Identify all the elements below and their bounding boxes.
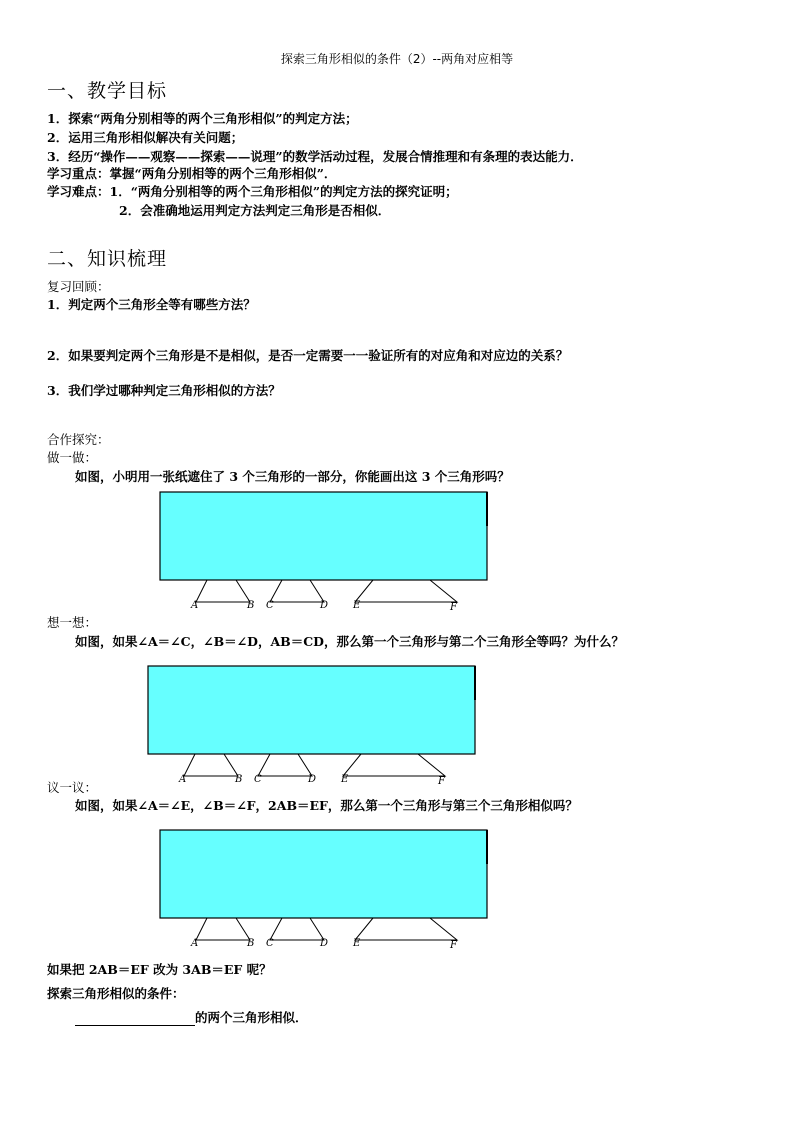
figure-1 [158,490,498,615]
triangle-3-partial [355,918,457,940]
point-label-f: F [450,602,457,613]
triangle-3-partial [355,580,457,602]
review-question-3: 3．我们学过哪种判定三角形相似的方法？ [47,383,281,398]
section-heading-knowledge: 二、知识梳理 [47,248,168,270]
objective-item-2: 2．运用三角形相似解决有关问题； [47,130,244,145]
triangle-2-partial [270,918,324,940]
triangle-3-partial [343,754,445,776]
point-label-b: B [235,774,243,785]
point-label-e: E [353,600,361,611]
conclusion-text: 的两个三角形相似． [195,1010,308,1025]
point-label-d: D [308,774,317,785]
objective-item-3: 3．经历“操作——观察——探索——说理”的数学活动过程，发展合情推理和有条理的表达能力． [47,149,583,164]
figure-2 [146,664,486,789]
cover-paper-rect [160,830,487,918]
review-title: 复习回顾： [47,279,110,294]
point-label-c: C [266,938,274,949]
point-label-f: F [438,776,445,787]
point-label-f: F [450,940,457,951]
point-label-e: E [353,938,361,949]
point-label-c: C [266,600,274,611]
think-text: 如图，如果∠A＝∠C，∠B＝∠D，AB＝CD，那么第一个三角形与第二个三角形全等吗？为什么？ [75,634,625,649]
review-question-2: 2．如果要判定两个三角形是不是相似，是否一定需要一一验证所有的对应角和对应边的关系？ [47,348,569,363]
document-title: 探索三角形相似的条件（2）--两角对应相等 [280,52,514,66]
triangle-2-partial [270,580,324,602]
do-text: 如图，小明用一张纸遮住了 3 个三角形的一部分，你能画出这 3 个三角形吗？ [75,469,510,484]
point-label-b: B [247,938,255,949]
cooperation-title: 合作探究： [47,432,110,447]
point-label-b: B [247,600,255,611]
fill-in-blank[interactable] [75,1013,195,1026]
figure-3 [158,828,498,953]
triangle-1-partial [196,580,250,602]
key-point: 学习重点：掌握“两角分别相等的两个三角形相似”． [47,166,337,181]
do-title: 做一做： [47,450,98,465]
cover-paper-rect [148,666,475,754]
point-label-a: A [191,600,199,611]
point-label-c: C [254,774,262,785]
point-label-d: D [320,938,329,949]
point-label-a: A [179,774,187,785]
point-label-e: E [341,774,349,785]
point-label-d: D [320,600,329,611]
discuss-text: 如图，如果∠A＝∠E，∠B＝∠F，2AB＝EF，那么第一个三角形与第三个三角形相似吗？ [75,798,578,813]
review-question-1: 1．判定两个三角形全等有哪些方法？ [47,297,256,312]
triangle-1-partial [184,754,238,776]
change-question: 如果把 2AB＝EF 改为 3AB＝EF 呢？ [47,962,272,977]
point-label-a: A [191,938,199,949]
objective-item-1: 1．探索“两角分别相等的两个三角形相似”的判定方法； [47,111,358,126]
cover-paper-rect [160,492,487,580]
discuss-title: 议一议： [47,780,98,795]
difficulty-1: 学习难点：1．“两角分别相等的两个三角形相似”的判定方法的探究证明； [47,184,458,199]
explore-title: 探索三角形相似的条件： [47,986,185,1001]
difficulty-2: 2．会准确地运用判定方法判定三角形是否相似． [119,203,391,218]
triangle-2-partial [258,754,312,776]
think-title: 想一想： [47,615,98,630]
section-heading-objectives: 一、教学目标 [47,80,168,102]
triangle-1-partial [196,918,250,940]
conclusion-line [75,1008,308,1026]
